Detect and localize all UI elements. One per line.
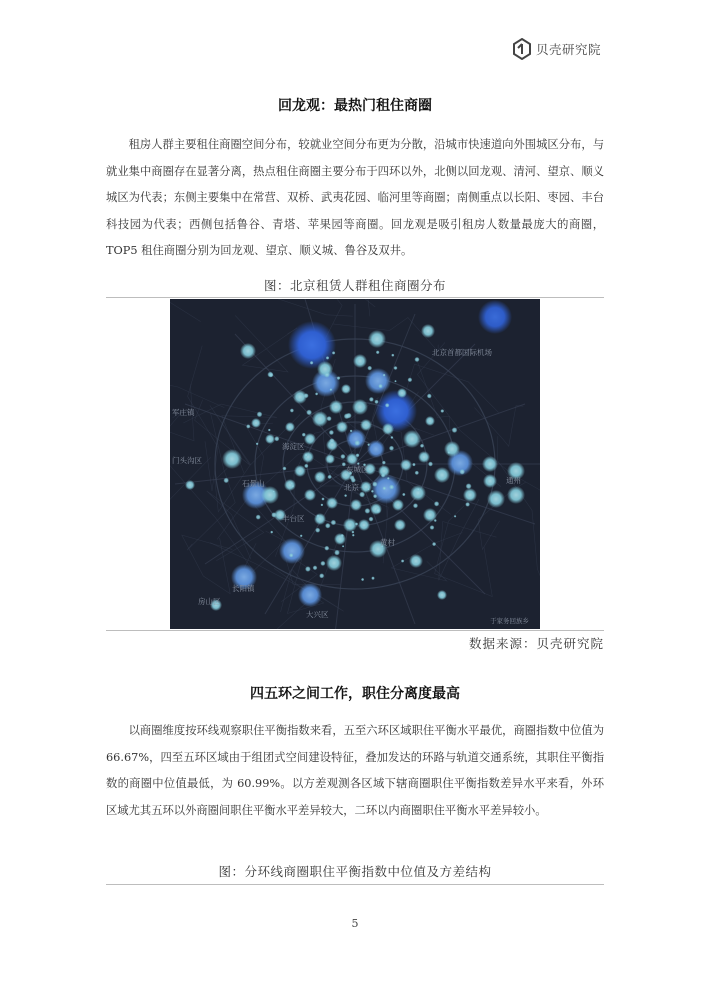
hotspot-dot bbox=[350, 499, 362, 511]
hotspot-dot bbox=[430, 525, 435, 530]
hotspot-dot bbox=[391, 354, 394, 357]
hotspot-dot bbox=[389, 485, 394, 490]
hotspot-dot bbox=[352, 399, 368, 415]
figure1-bottom-rule bbox=[106, 630, 604, 631]
label-daxing: 大兴区 bbox=[306, 610, 329, 619]
hotspot-dot bbox=[358, 519, 370, 531]
hotspot-dot bbox=[324, 372, 330, 378]
hotspot-dot bbox=[382, 423, 394, 435]
hotspot-dot bbox=[340, 534, 344, 538]
hotspot-dot bbox=[326, 555, 342, 571]
hotspot-dot bbox=[367, 366, 372, 371]
label-jiazhen: 军庄镇 bbox=[172, 408, 195, 417]
hotspot-dot bbox=[257, 411, 263, 417]
hotspot-dot bbox=[410, 485, 426, 501]
hotspot-dot bbox=[389, 446, 394, 451]
hotspot-dot bbox=[350, 475, 355, 480]
figure1-source: 数据来源：贝壳研究院 bbox=[468, 636, 604, 651]
hotspot-dot bbox=[290, 408, 294, 412]
section1-paragraph-text: 租房人群主要租住商圈空间分布，较就业空间分布更为分散，沿城市快速道向外围城区分布，与就业集中商圈存在显著分离，热点租住商圈主要分布于四环以外，北侧以回龙观、清河、望京、顺义城区为代表；东侧主要集中在常营、双桥、武夷花园、临河里等商圈；南侧重点以长阳、枣园、丰台科技园为代表；西侧包括鲁谷、青塔、苹果园等商圈。回龙观是吸引租房人数量最庞大的商圈，TOP5 租住商圈分别为回龙观、望京、顺义城、鲁谷及双井。 bbox=[106, 138, 604, 257]
hotspot-dot bbox=[325, 523, 331, 529]
section2-title: 四五环之间工作，职住分离度最高 bbox=[250, 686, 460, 702]
hotspot-dot bbox=[432, 542, 436, 546]
hotspot-dot bbox=[302, 433, 306, 437]
hotspot-dot bbox=[330, 388, 333, 391]
hotspot-dot bbox=[344, 494, 347, 497]
hotspot-dot bbox=[466, 483, 472, 489]
hotspot-dot bbox=[298, 583, 322, 607]
label-airport: 北京首都国际机场 bbox=[432, 348, 492, 357]
hotspot-dot bbox=[394, 519, 406, 531]
section2-paragraph bbox=[106, 718, 604, 824]
hotspot-dot bbox=[382, 486, 386, 490]
label-beijing: 北京 bbox=[344, 483, 359, 492]
hotspot-dot bbox=[352, 457, 355, 460]
hotspot-dot bbox=[381, 473, 386, 478]
section1-title: 回龙观：最热门租住商圈 bbox=[278, 98, 432, 114]
hotspot-dot bbox=[343, 518, 357, 532]
hotspot-dot bbox=[375, 390, 417, 432]
hotspot-dot bbox=[319, 573, 324, 578]
hotspot-dot bbox=[359, 492, 365, 498]
hotspot-dot bbox=[507, 486, 525, 504]
hotspot-dot bbox=[408, 377, 413, 382]
hotspot-dot bbox=[316, 475, 320, 479]
hotspot-dot bbox=[331, 520, 337, 526]
hotspot-dot bbox=[312, 411, 328, 427]
hotspot-dot bbox=[403, 430, 421, 448]
hotspot-dot bbox=[351, 460, 353, 462]
hotspot-dot bbox=[390, 436, 393, 439]
label-dongcheng: 东城区 bbox=[346, 465, 369, 474]
hotspot-dot bbox=[400, 459, 412, 471]
hotspot-dot bbox=[421, 324, 435, 338]
hotspot-dot bbox=[487, 490, 505, 508]
hotspot-dot bbox=[415, 471, 419, 475]
hotspot-dot bbox=[482, 456, 498, 472]
hotspot-dot bbox=[483, 474, 497, 488]
figure2-top-rule bbox=[106, 884, 604, 885]
hotspot-dot bbox=[291, 485, 294, 488]
hotspot-dot bbox=[397, 388, 407, 398]
rental-heatmap-svg bbox=[170, 299, 540, 629]
hotspot-dot bbox=[283, 467, 287, 471]
hotspot-dot bbox=[256, 515, 261, 520]
hotspot-dot bbox=[284, 479, 296, 491]
hotspot-dot bbox=[306, 457, 308, 459]
hotspot-dot bbox=[269, 373, 274, 378]
hotspot-dot bbox=[417, 488, 420, 491]
hotspot-dot bbox=[401, 559, 404, 562]
hotspot-dot bbox=[365, 368, 391, 394]
hotspot-dot bbox=[274, 436, 279, 441]
hotspot-dot bbox=[360, 481, 372, 493]
hotspot-dot bbox=[378, 384, 383, 389]
hotspot-dot bbox=[373, 494, 377, 498]
hotspot-dot bbox=[409, 554, 423, 568]
hotspot-dot bbox=[223, 478, 229, 484]
hotspot-dot bbox=[337, 376, 341, 380]
hotspot-dot bbox=[240, 343, 256, 359]
hotspot-dot bbox=[371, 576, 375, 580]
hotspot-dot bbox=[465, 502, 470, 507]
hotspot-dot bbox=[294, 465, 306, 477]
hotspot-dot bbox=[324, 546, 329, 551]
figure1-top-rule bbox=[106, 297, 604, 298]
hotspot-dot bbox=[336, 421, 348, 433]
hotspot-dot bbox=[329, 442, 331, 444]
hotspot-dot bbox=[437, 590, 447, 600]
hotspot-dot bbox=[394, 366, 398, 370]
label-fengtai: 丰台区 bbox=[282, 514, 305, 523]
hotspot-dot bbox=[418, 451, 430, 463]
hotspot-dot bbox=[304, 489, 316, 501]
hotspot-dot bbox=[315, 392, 318, 395]
hotspot-dot bbox=[310, 361, 314, 365]
hotspot-dot bbox=[387, 477, 390, 480]
figure1-caption: 图：北京租赁人群租住商圈分布 bbox=[263, 278, 446, 293]
hotspot-dot bbox=[434, 519, 437, 522]
hotspot-dot bbox=[367, 440, 385, 458]
hotspot-dot bbox=[314, 513, 326, 525]
hotspot-dot bbox=[440, 409, 444, 413]
hotspot-dot bbox=[268, 429, 271, 432]
hotspot-dot bbox=[459, 469, 465, 475]
hotspot-dot bbox=[320, 561, 325, 566]
hotspot-dot bbox=[329, 400, 343, 414]
hotspot-dot bbox=[304, 464, 308, 468]
hotspot-dot bbox=[392, 499, 404, 511]
hotspot-dot bbox=[346, 429, 366, 449]
hotspot-dot bbox=[332, 351, 336, 355]
hotspot-dot bbox=[273, 490, 275, 492]
hotspot-dot bbox=[285, 422, 295, 432]
hotspot-dot bbox=[376, 350, 380, 354]
hotspot-dot bbox=[353, 354, 367, 368]
hotspot-dot bbox=[434, 501, 439, 506]
hotspot-dot bbox=[326, 497, 338, 509]
hotspot-dot bbox=[351, 531, 354, 534]
hotspot-dot bbox=[360, 419, 372, 431]
hotspot-dot bbox=[306, 410, 312, 416]
hotspot-dot bbox=[361, 578, 364, 581]
hotspot-dot bbox=[414, 357, 419, 362]
hotspot-dot bbox=[444, 441, 460, 457]
hotspot-dot bbox=[420, 444, 424, 448]
hotspot-dot bbox=[313, 565, 318, 570]
hotspot-dot bbox=[270, 531, 273, 534]
hotspot-dot bbox=[271, 512, 277, 518]
hotspot-dot bbox=[369, 397, 374, 402]
hotspot-dot bbox=[454, 515, 457, 518]
label-tongzhou: 通州 bbox=[506, 476, 521, 485]
hotspot-dot bbox=[321, 497, 324, 500]
hotspot-dot bbox=[374, 400, 378, 404]
hotspot-dot bbox=[305, 566, 311, 572]
hotspot-dot bbox=[383, 374, 386, 377]
hotspot-dot bbox=[279, 538, 305, 564]
hotspot-dot bbox=[369, 517, 374, 522]
hotspot-dot bbox=[425, 416, 435, 426]
label-credit: 于家务回族乡 bbox=[490, 617, 529, 625]
label-shijingshan: 石景山 bbox=[242, 479, 265, 488]
hotspot-dot bbox=[382, 461, 386, 465]
hotspot-dot bbox=[315, 528, 320, 533]
hotspot-dot bbox=[289, 553, 293, 557]
hotspot-dot bbox=[341, 384, 351, 394]
brand-logo bbox=[512, 38, 601, 60]
rental-heatmap bbox=[170, 299, 540, 629]
section1-paragraph bbox=[106, 132, 604, 265]
hotspot-dot bbox=[350, 430, 353, 433]
hotspot-dot bbox=[371, 490, 374, 493]
figure2-caption: 图：分环线商圈职住平衡指数中位值及方差结构 bbox=[218, 864, 492, 879]
brand-name: 贝壳研究院 bbox=[536, 42, 602, 57]
hotspot-dot bbox=[222, 449, 242, 469]
label-west-district: 门头沟区 bbox=[172, 456, 202, 465]
hotspot-dot bbox=[327, 416, 332, 421]
hotspot-dot bbox=[402, 493, 405, 496]
page-number: 5 bbox=[351, 917, 359, 930]
hotspot-dot bbox=[300, 534, 303, 537]
hotspot-dot bbox=[246, 424, 250, 428]
hotspot-dot bbox=[412, 463, 416, 467]
hotspot-dot bbox=[302, 451, 314, 463]
label-fangshan: 房山区 bbox=[198, 597, 221, 606]
hotspot-dot bbox=[317, 514, 320, 517]
hotspot-dot bbox=[327, 475, 331, 479]
hotspot-dot bbox=[452, 427, 458, 433]
hotspot-dot bbox=[428, 462, 433, 467]
beike-logo-icon bbox=[512, 38, 532, 60]
hotspot-dot bbox=[334, 550, 340, 556]
hotspot-dot bbox=[372, 482, 377, 487]
hotspot-dot bbox=[251, 418, 261, 428]
hotspot-dot bbox=[334, 533, 346, 545]
hotspot-dot bbox=[265, 434, 275, 444]
hotspot-dot bbox=[354, 440, 360, 446]
hotspot-dot bbox=[304, 453, 308, 457]
hotspot-dot bbox=[355, 522, 358, 525]
hotspot-dot bbox=[427, 394, 432, 399]
hotspot-dot bbox=[326, 356, 330, 360]
hotspot-dot bbox=[340, 454, 345, 459]
hotspot-dot bbox=[304, 393, 309, 398]
hotspot-dot bbox=[185, 480, 195, 490]
hotspot-dot bbox=[256, 442, 259, 445]
label-huangcun: 黄村 bbox=[380, 538, 395, 547]
hotspot-dot bbox=[365, 508, 371, 514]
hotspot-dot bbox=[368, 330, 386, 348]
hotspot-dot bbox=[478, 300, 512, 334]
hotspot-dot bbox=[261, 486, 279, 504]
hotspot-dot bbox=[413, 503, 418, 508]
hotspot-dot bbox=[325, 454, 335, 464]
hotspot-dot bbox=[447, 451, 450, 454]
hotspot-dot bbox=[367, 488, 369, 490]
hotspot-dot bbox=[367, 443, 370, 446]
label-changyang: 长阳镇 bbox=[232, 584, 255, 593]
hotspot-dot bbox=[385, 403, 390, 408]
hotspot-dot bbox=[344, 413, 350, 419]
hotspot-dot bbox=[329, 430, 334, 435]
hotspot-dot bbox=[463, 488, 477, 502]
hotspot-dot bbox=[394, 380, 396, 382]
hotspot-dot bbox=[321, 504, 324, 507]
hotspot-dot bbox=[356, 453, 360, 457]
hotspot-dot bbox=[375, 508, 381, 514]
section2-paragraph-text: 以商圈维度按环线观察职住平衡指数来看，五至六环区域职住平衡水平最优，商圈指数中位值为 66.67%，四至五环区域由于组团式空间建设特征，叠加发达的环路与轨道交通系统，其职住平衡指数的商圈中位值最低，为 60.99%。以方差观测各区域下辖商圈职住平衡指数差异水平来看，外环区域尤其五环以外商圈间职住平衡水平差异较大，二环以内商圈职住平衡水平差异较小。 bbox=[106, 724, 604, 817]
hotspot-dot bbox=[434, 467, 450, 483]
label-haidian: 海淀区 bbox=[282, 442, 305, 451]
hotspot-dot bbox=[352, 534, 355, 537]
hotspot-dot bbox=[342, 545, 344, 547]
